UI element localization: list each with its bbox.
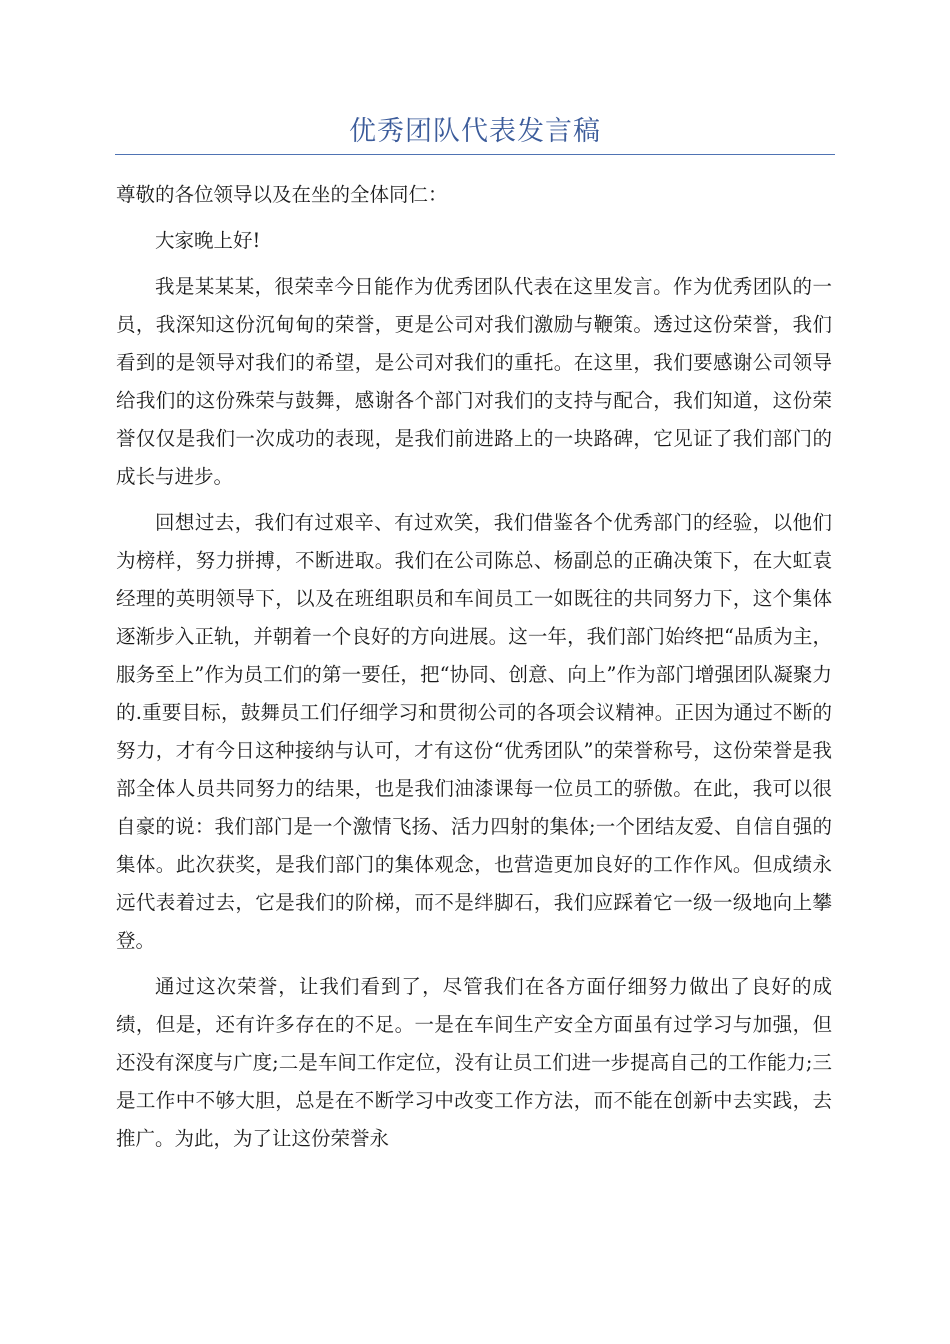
paragraph-shortcomings: 通过这次荣誉，让我们看到了，尽管我们在各方面仔细努力做出了良好的成绩，但是，还有许多存在的不足。一是在车间生产安全方面虽有过学习与加强，但还没有深度与广度;二是车间工作定位，没有让员工们进一步提高自己的工作能力;三是工作中不够大胆，总是在不断学习中改变工作方法，而不能在创新中去实践，去推广。为此，为了让这份荣誉永 <box>116 975 832 1150</box>
document-body <box>116 176 832 1166</box>
paragraph-introduction: 我是某某某，很荣幸今日能作为优秀团队代表在这里发言。作为优秀团队的一员，我深知这份沉甸甸的荣誉，更是公司对我们激励与鞭策。透过这份荣誉，我们看到的是领导对我们的希望，是公司对我们的重托。在这里，我们要感谢公司领导给我们的这份殊荣与鼓舞，感谢各个部门对我们的支持与配合，我们知道，这份荣誉仅仅是我们一次成功的表现，是我们前进路上的一块路碑，它见证了我们部门的成长与进步。 <box>116 275 832 488</box>
paragraph-greeting: 大家晚上好! <box>155 229 261 252</box>
salutation: 尊敬的各位领导以及在坐的全体同仁： <box>116 183 448 206</box>
document-title: 优秀团队代表发言稿 <box>349 116 601 147</box>
paragraph-review: 回想过去，我们有过艰辛、有过欢笑，我们借鉴各个优秀部门的经验，以他们为榜样，努力拼搏，不断进取。我们在公司陈总、杨副总的正确决策下，在大虹袁经理的英明领导下，以及在班组职员和车间员工一如既往的共同努力下，这个集体逐渐步入正轨，并朝着一个良好的方向进展。这一年，我们部门始终把“品质为主，服务至上”作为员工们的第一要任，把“协同、创意、向上”作为部门增强团队凝聚力的.重要目标，鼓舞员工们仔细学习和贯彻公司的各项会议精神。正因为通过不断的努力，才有今日这种接纳与认可，才有这份“优秀团队”的荣誉称号，这份荣誉是我部全体人员共同努力的结果，也是我们油漆课每一位员工的骄傲。在此，我可以很自豪的说：我们部门是一个激情飞扬、活力四射的集体;一个团结友爱、自信自强的集体。此次获奖，是我们部门的集体观念，也营造更加良好的工作作风。但成绩永远代表着过去，它是我们的阶梯，而不是绊脚石，我们应踩着它一级一级地向上攀登。 <box>116 511 832 952</box>
title-underline <box>115 154 835 155</box>
